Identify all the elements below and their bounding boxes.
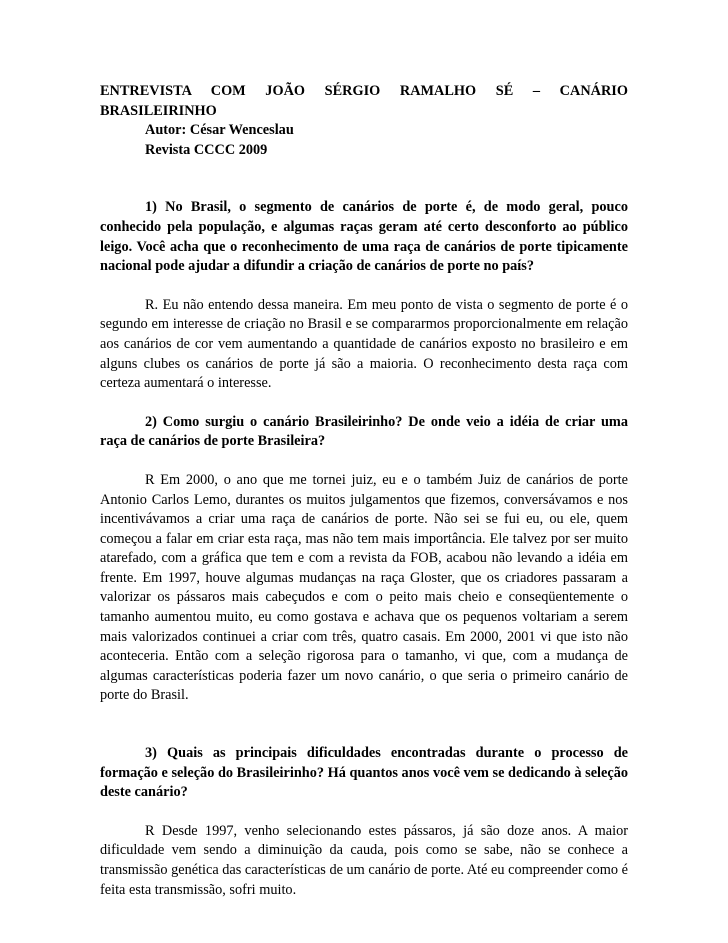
question-3: 3) Quais as principais dificuldades encontradas durante o processo de formação e seleção do Brasileirinho? Há quantos anos você vem se dedicando à seleção deste canário? (100, 745, 628, 801)
question-2: 2) Como surgiu o canário Brasileirinho? De onde veio a idéia de criar uma raça de canários de porte Brasileira? (100, 413, 628, 450)
answer-2: R Em 2000, o ano que me tornei juiz, eu e o também Juiz de canários de porte Antonio Carlos Lemo, durantes os muitos julgamentos que fizemos, conversávamos e nos incentivávamos a criar uma raça de canários de porte. Não sei se fui eu, ou ele, quem começou a falar em criar esta raça, mas não tem mais importância. Ele talvez por ser muito atarefado, com a gráfica que tem e com a revista da FOB, acabou não levando a idéia em frente. Em 1997, houve algumas mudanças na raça Gloster, que os criadores passaram a valorizar os pássaros mais cabeçudos e com o peito mais cheio e conseqüentemente o tamanho aumentou muito, eu como gostava e achava que os pequenos voltariam a serem mais valorizados continuei a criar com três, quatro casais. Em 2000, 2001 vi que isto não aconteceria. Então com a seleção rigorosa para o tamanho, vi que, com a mudança de algumas características poderia fazer um novo canário, o que seria o primeiro canário de porte do Brasil. (100, 471, 628, 704)
author-line: Autor: César Wenceslau (145, 122, 294, 139)
spacer (100, 452, 628, 471)
spacer (100, 803, 628, 822)
source-line: Revista CCCC 2009 (145, 141, 268, 158)
document-title: ENTREVISTA COM JOÃO SÉRGIO RAMALHO SÉ – CANÁRIO BRASILEIRINHO (100, 83, 628, 119)
answer-1: R. Eu não entendo dessa maneira. Em meu ponto de vista o segmento de porte é o segundo em interesse de criação no Brasil e se compararmos proporcionalmente em relação aos canários de cor vem aumentando a quantidade de canários exposto no brasileiro e em alguns clubes os canários de porte já são a maioria. O reconhecimento desta raça com certeza aumentará o interesse. (100, 296, 628, 392)
spacer (100, 394, 628, 413)
document-page (100, 82, 628, 900)
spacer (100, 706, 628, 744)
answer-3: R Desde 1997, venho selecionando estes pássaros, já são doze anos. A maior dificuldade vem sendo a diminuição da cauda, pois como se sabe, não se conhece a transmissão genética das características de um canário de porte. Até eu compreender como é feita esta transmissão, sofri muito. (100, 822, 628, 898)
spacer (100, 160, 628, 198)
question-1: 1) No Brasil, o segmento de canários de porte é, de modo geral, pouco conhecido pela população, e algumas raças geram até certo desconforto ao público leigo. Você acha que o reconhecimento de uma raça de canários de porte tipicamente nacional pode ajudar a difundir a criação de canários de porte no país? (100, 199, 628, 275)
spacer (100, 277, 628, 296)
